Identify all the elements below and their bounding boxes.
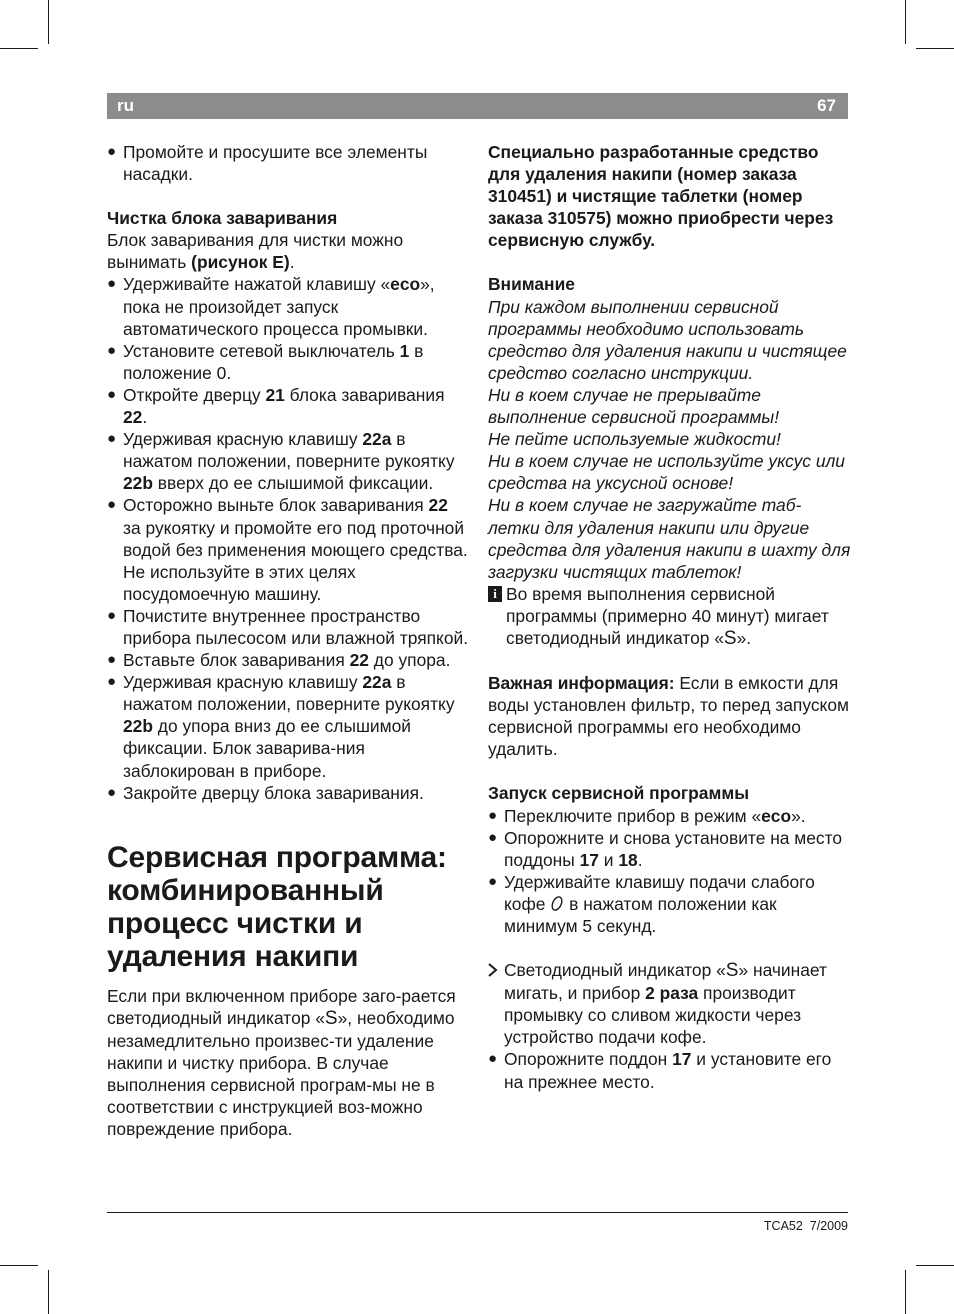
left-column bbox=[107, 141, 469, 1140]
bullet-icon: ● bbox=[107, 783, 117, 801]
crop-mark bbox=[0, 48, 38, 49]
attention-text: Не пейте используемые жидкости! bbox=[488, 429, 781, 450]
section-body: Если при включенном приборе заго-рается светодиодный индикатор «S», необходимо незамедлительно произвес-ти удаление накипи и чистку прибора. В случае выполнения сервисной програм-мы не в соответствии с инструкцией воз-можно повреждение прибора. bbox=[107, 985, 456, 1140]
list-item: ● Опорожните и снова установите на место поддоны 17 и 18. bbox=[488, 827, 843, 870]
list-item: ● Почистите внутреннее пространство прибора пылесосом или влажной тряпкой. bbox=[107, 605, 469, 648]
service-indicator-symbol: S bbox=[723, 627, 737, 649]
attention-heading: Внимание bbox=[488, 274, 575, 295]
page-number: 67 bbox=[817, 96, 836, 115]
info-note: i Во время выполнения сервисной программы (примерно 40 минут) мигает светодиодный индикатор «S». bbox=[488, 583, 852, 650]
bullet-icon: ● bbox=[107, 341, 117, 359]
arrow-right-icon bbox=[488, 959, 498, 982]
attention-text: Ни в коем случае не загружайте таб-летки для удаления накипи или другие средства для удаления накипи в шахту для загрузки чистящих таблеток! bbox=[488, 495, 851, 582]
list-item: ● Промойте и просушите все элементы насадки. bbox=[107, 142, 428, 185]
list-item: ● Удерживайте нажатой клавишу «eco», пока не произойдет запуск автоматического процесса промывки. bbox=[107, 274, 435, 339]
section-title: Сервисная программа: комбинированный процесс чистки и удаления накипи bbox=[107, 840, 447, 973]
list-item: ● Откройте дверцу 21 блока заваривания 22. bbox=[107, 384, 445, 428]
attention-text: Ни в коем случае не используйте уксус или средства на уксусной основе! bbox=[488, 451, 845, 494]
mild-coffee-icon bbox=[550, 895, 564, 912]
bullet-icon: ● bbox=[107, 143, 117, 160]
language-code: ru bbox=[117, 96, 134, 115]
list-item: ● Переключите прибор в режим «eco». bbox=[488, 805, 806, 826]
right-column bbox=[488, 141, 852, 1093]
crop-mark bbox=[916, 48, 954, 49]
list-item: ● Опорожните поддон 17 и установите его на прежнее место. bbox=[488, 1049, 832, 1092]
bullet-icon: ● bbox=[107, 275, 117, 293]
list-item: ● Удерживайте клавишу подачи слабого кофе в нажатом положении как минимум 5 секунд. bbox=[488, 871, 815, 936]
important-note: Важная информация: Если в емкости для воды установлен фильтр, то перед запуском сервисной программы его необходимо удалить. bbox=[488, 673, 849, 760]
attention-text: При каждом выполнении сервисной программы необходимо использовать средство для удаления накипи и чистящее средство согласно инструкции. bbox=[488, 296, 847, 383]
bullet-icon: ● bbox=[107, 606, 117, 624]
attention-text: Ни в коем случае не прерывайте выполнение сервисной программы! bbox=[488, 384, 780, 428]
bullet-icon: ● bbox=[107, 496, 117, 514]
crop-mark bbox=[905, 0, 906, 44]
model-number: TCA52 bbox=[763, 1219, 803, 1233]
list-item: ● Удерживая красную клавишу 22a в нажатом положении, поверните рукоятку 22b до упора вниз до ее слышимой фиксации. Блок заварива-ния заблокирован в приборе. bbox=[107, 672, 455, 781]
crop-mark bbox=[916, 1265, 954, 1266]
start-heading: Запуск сервисной программы bbox=[488, 783, 750, 804]
bullet-icon: ● bbox=[488, 828, 498, 846]
footer bbox=[764, 1218, 848, 1234]
list-item: ● Удерживая красную клавишу 22a в нажатом положении, поверните рукоятку 22b вверх до ее слышимой фиксации. bbox=[107, 429, 455, 494]
crop-mark bbox=[48, 1270, 49, 1314]
bullet-icon: ● bbox=[107, 673, 117, 691]
list-item: ● Установите сетевой выключатель 1 в положение 0. bbox=[107, 340, 424, 383]
bullet-icon: ● bbox=[107, 651, 117, 669]
bullet-icon: ● bbox=[488, 1050, 498, 1068]
bullet-icon: ● bbox=[107, 385, 117, 403]
service-indicator-symbol: S bbox=[324, 1007, 338, 1029]
bullet-icon: ● bbox=[107, 430, 117, 448]
edition-date: 7/2009 bbox=[809, 1219, 848, 1233]
page-header-bar bbox=[107, 93, 848, 119]
service-indicator-symbol: S bbox=[725, 960, 739, 982]
info-icon: i bbox=[488, 586, 502, 602]
order-note: Специально разработанные средство для удаления накипи (номер заказа 310451) и чистящие таблетки (номер заказа 310575) можно приобрести через сервисную службу. bbox=[488, 142, 834, 251]
bullet-icon: ● bbox=[488, 872, 498, 890]
brew-unit-intro: Блок заваривания для чистки можно вынимать (рисунок E). bbox=[107, 230, 404, 273]
list-item: ● Вставьте блок заваривания 22 до упора. bbox=[107, 650, 451, 671]
crop-mark bbox=[0, 1265, 38, 1266]
crop-mark bbox=[905, 1270, 906, 1314]
bullet-icon: ● bbox=[488, 806, 498, 824]
brew-unit-heading: Чистка блока заваривания bbox=[107, 208, 338, 229]
list-item: ● Осторожно выньте блок заваривания 22 за рукоятку и промойте его под проточной водой без применения моющего средства. Не используйте в этих целях посудомоечную машину. bbox=[107, 495, 468, 604]
result-item: Светодиодный индикатор «S» начинает мигать, и прибор 2 раза производит промывку со сливом жидкости через устройство подачи кофе. bbox=[488, 959, 852, 1048]
list-item: ● Закройте дверцу блока заваривания. bbox=[107, 782, 424, 803]
footer-divider bbox=[107, 1212, 848, 1213]
crop-mark bbox=[48, 0, 49, 44]
